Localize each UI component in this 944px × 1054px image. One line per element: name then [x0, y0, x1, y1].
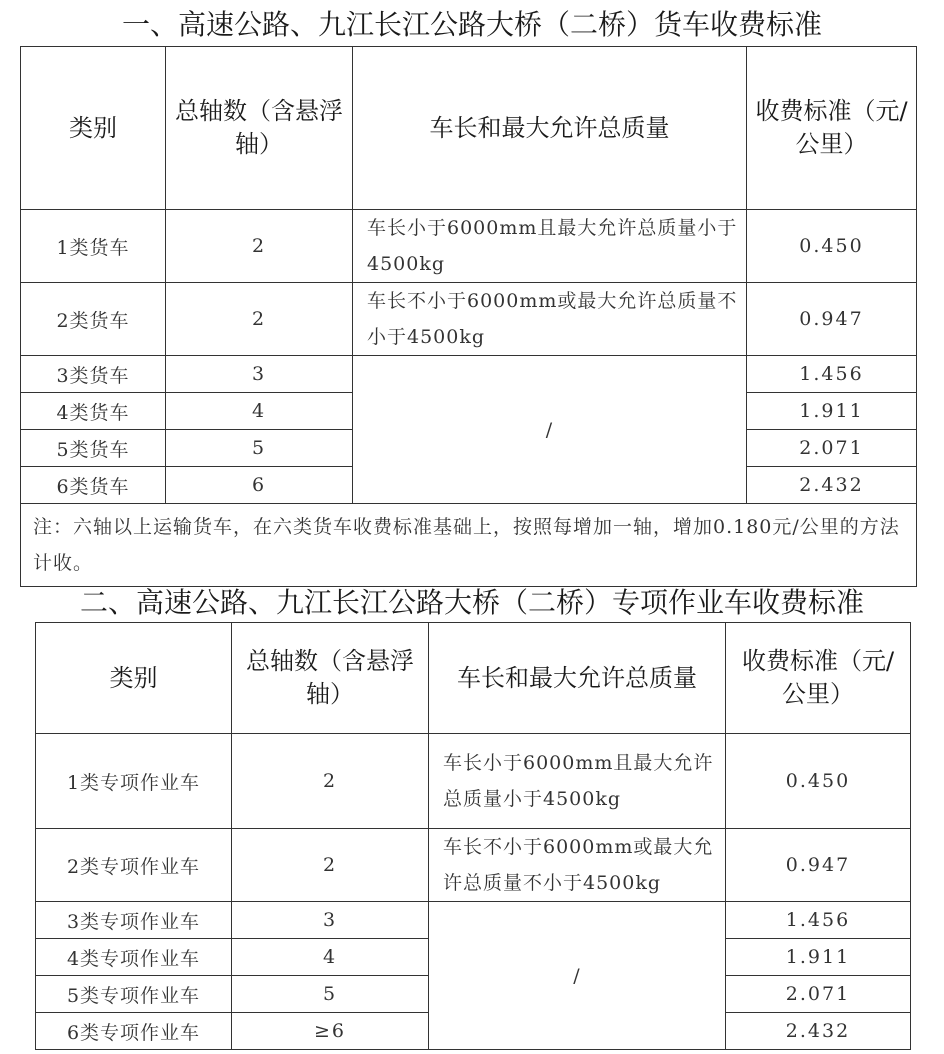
row-spec: 车长不小于6000mm或最大允许总质量不小于4500kg [429, 829, 726, 902]
row-rate: 1.911 [747, 393, 917, 430]
header-category: 类别 [21, 47, 166, 210]
row-axles: 5 [232, 976, 429, 1013]
row-rate: 1.456 [726, 902, 911, 939]
merged-spec-cell: / [429, 902, 726, 1050]
row-category: 1类货车 [21, 210, 166, 283]
header-spec: 车长和最大允许总质量 [429, 623, 726, 734]
header-axles: 总轴数（含悬浮轴） [232, 623, 429, 734]
row-category: 3类货车 [21, 356, 166, 393]
row-axles: 4 [232, 939, 429, 976]
row-rate: 2.071 [726, 976, 911, 1013]
row-spec: 车长小于6000mm且最大允许总质量小于4500kg [429, 734, 726, 829]
header-rate: 收费标准（元/公里） [747, 47, 917, 210]
row-rate: 0.947 [726, 829, 911, 902]
row-axles: 3 [166, 356, 353, 393]
header-axles: 总轴数（含悬浮轴） [166, 47, 353, 210]
row-axles: 3 [232, 902, 429, 939]
row-axles: 5 [166, 430, 353, 467]
row-category: 4类专项作业车 [36, 939, 232, 976]
row-axles: 6 [166, 467, 353, 504]
row-category: 2类货车 [21, 283, 166, 356]
table-note: 注：六轴以上运输货车，在六类货车收费标准基础上，按照每增加一轴，增加0.180元/公里的方法计收。 [21, 504, 917, 587]
row-axles: 2 [166, 283, 353, 356]
row-axles: ≥6 [232, 1013, 429, 1050]
row-category: 6类专项作业车 [36, 1013, 232, 1050]
row-category: 6类货车 [21, 467, 166, 504]
row-axles: 2 [166, 210, 353, 283]
header-category: 类别 [36, 623, 232, 734]
row-category: 2类专项作业车 [36, 829, 232, 902]
row-rate: 0.450 [726, 734, 911, 829]
section2-title: 二、高速公路、九江长江公路大桥（二桥）专项作业车收费标准 [79, 586, 864, 619]
header-spec: 车长和最大允许总质量 [353, 47, 747, 210]
row-category: 1类专项作业车 [36, 734, 232, 829]
row-rate: 2.432 [726, 1013, 911, 1050]
row-axles: 2 [232, 734, 429, 829]
merged-spec-cell: / [353, 356, 747, 504]
special-vehicle-toll-table [35, 622, 911, 1050]
row-category: 5类专项作业车 [36, 976, 232, 1013]
truck-toll-table [20, 46, 917, 587]
row-axles: 4 [166, 393, 353, 430]
row-axles: 2 [232, 829, 429, 902]
row-category: 4类货车 [21, 393, 166, 430]
row-rate: 2.071 [747, 430, 917, 467]
row-category: 5类货车 [21, 430, 166, 467]
row-rate: 1.456 [747, 356, 917, 393]
row-rate: 0.947 [747, 283, 917, 356]
row-rate: 0.450 [747, 210, 917, 283]
row-rate: 2.432 [747, 467, 917, 504]
row-category: 3类专项作业车 [36, 902, 232, 939]
row-spec: 车长小于6000mm且最大允许总质量小于4500kg [353, 210, 747, 283]
row-spec: 车长不小于6000mm或最大允许总质量不小于4500kg [353, 283, 747, 356]
section1-title: 一、高速公路、九江长江公路大桥（二桥）货车收费标准 [121, 8, 822, 41]
row-rate: 1.911 [726, 939, 911, 976]
header-rate: 收费标准（元/公里） [726, 623, 911, 734]
